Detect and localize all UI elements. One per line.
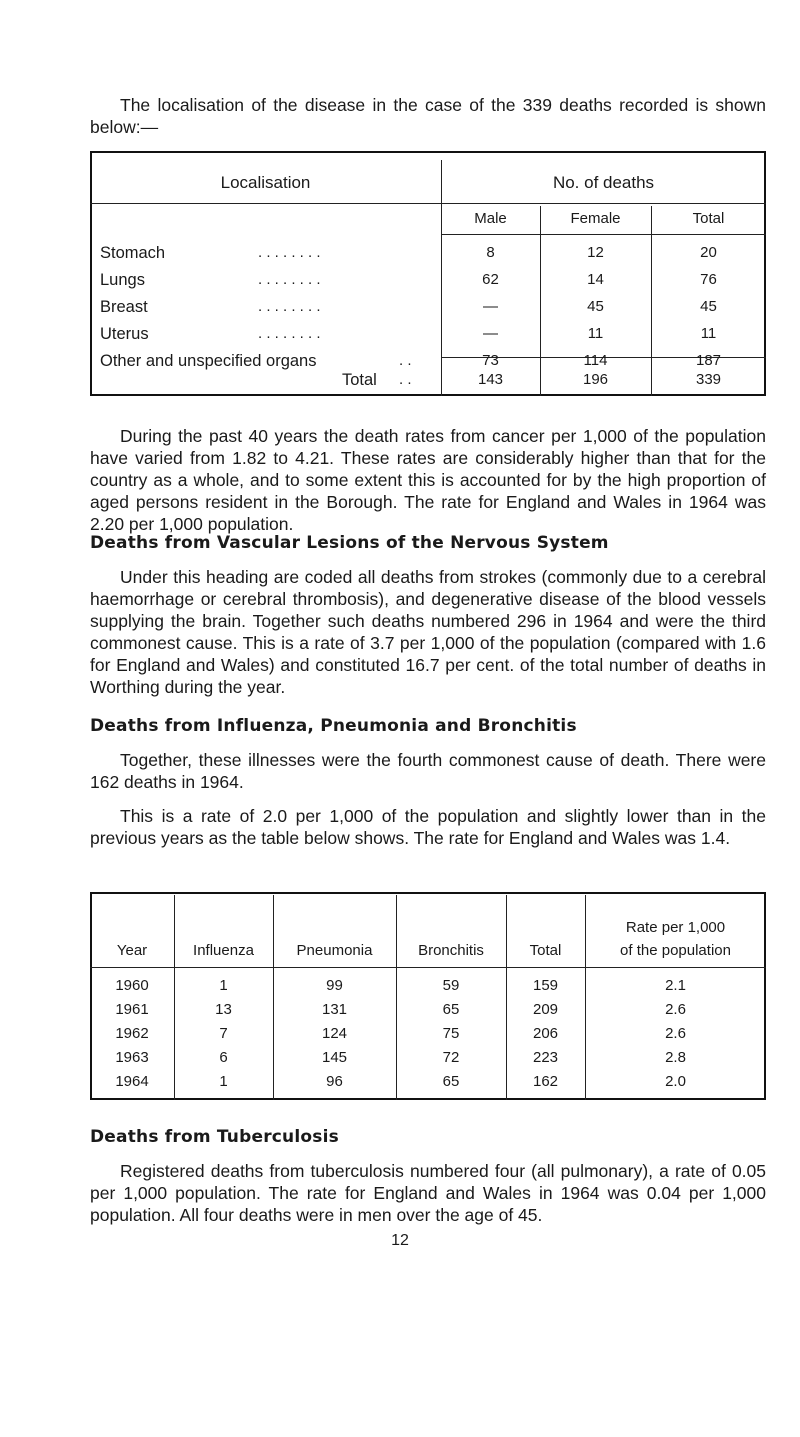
- cell-pneumonia: 124: [321, 1025, 348, 1042]
- header-total: Total: [529, 942, 562, 959]
- intro-paragraph: The localisation of the disease in the case of the 339 deaths recorded is shown below:—: [90, 95, 766, 137]
- cell-total: 223: [532, 1049, 559, 1066]
- total-label: Total: [342, 371, 377, 389]
- leader-dots: . . . . . . . .: [258, 244, 321, 261]
- row-label: Uterus: [100, 325, 149, 343]
- header-pneumonia: Pneumonia: [296, 942, 373, 959]
- cell-male: 73: [482, 352, 499, 369]
- total-total: 339: [695, 371, 722, 388]
- table1-header-rule: [90, 203, 766, 204]
- cell-year: 1961: [115, 1001, 149, 1018]
- cell-female: 114: [583, 352, 608, 369]
- cell-male: 62: [482, 271, 499, 288]
- cell-rate: 2.0: [665, 1073, 686, 1090]
- row-label: Lungs: [100, 271, 145, 289]
- tuberculosis-heading: Deaths from Tuberculosis: [90, 1127, 339, 1147]
- leader-dots: . . . . . . . .: [258, 325, 321, 342]
- cell-rate: 2.1: [665, 977, 686, 994]
- leader-dots: . .: [399, 352, 412, 369]
- cell-female: 45: [587, 298, 604, 315]
- table2-divider: [396, 895, 397, 1100]
- leader-dots: . . . . . . . .: [258, 298, 321, 315]
- cell-total: 45: [700, 298, 717, 315]
- vascular-heading: Deaths from Vascular Lesions of the Nervous System: [90, 533, 609, 553]
- cell-year: 1962: [115, 1025, 149, 1042]
- subheader-total: Total: [692, 210, 725, 227]
- cell-bronchitis: 75: [442, 1025, 460, 1042]
- cell-year: 1964: [115, 1073, 149, 1090]
- leader-dots: . . . . . . . .: [258, 271, 321, 288]
- cell-bronchitis: 59: [442, 977, 460, 994]
- cell-influenza: 13: [215, 1001, 232, 1018]
- cell-pneumonia: 145: [321, 1049, 348, 1066]
- cell-year: 1960: [115, 977, 149, 994]
- cell-pneumonia: 131: [321, 1001, 348, 1018]
- cancer-paragraph: During the past 40 years the death rates from cancer per 1,000 of the population have varied from 1.82 to 4.21. These rates are considerably higher than that for the country as a whole, and to some extent this is accounted for by the high proportion of aged persons resident in the Borough. The rate for England and Wales in 1964 was 2.20 per 1,000 population.: [90, 426, 766, 534]
- cell-bronchitis: 65: [442, 1001, 460, 1018]
- total-male: 143: [477, 371, 504, 388]
- cell-rate: 2.6: [665, 1025, 686, 1042]
- table2-divider: [506, 895, 507, 1100]
- cell-female: 11: [587, 325, 604, 342]
- header-deaths: No. of deaths: [552, 173, 655, 192]
- cell-influenza: 7: [219, 1025, 228, 1042]
- header-year: Year: [116, 942, 148, 959]
- subheader-male: Male: [474, 210, 507, 227]
- subheader-female: Female: [570, 210, 621, 227]
- influenza-paragraph-1: Together, these illnesses were the fourth commonest cause of death. There were 162 deaths in 1964.: [90, 750, 766, 792]
- influenza-paragraph-2: This is a rate of 2.0 per 1,000 of the population and slightly lower than in the previous years as the table below shows. The rate for England and Wales was 1.4.: [90, 806, 766, 848]
- table1-subheader-rule: [441, 234, 766, 235]
- cell-influenza: 6: [219, 1049, 228, 1066]
- cell-total: 11: [700, 325, 717, 342]
- cell-male: —: [483, 298, 498, 315]
- cell-rate: 2.8: [665, 1049, 686, 1066]
- header-bronchitis: Bronchitis: [418, 942, 484, 959]
- tuberculosis-paragraph: Registered deaths from tuberculosis numbered four (all pulmonary), a rate of 0.05 per 1,000 population. The rate for England and Wales in 1964 was 0.04 per 1,000 population. All four deaths were in men over the age of 45.: [90, 1161, 766, 1225]
- cell-total: 187: [695, 352, 722, 369]
- cell-total: 20: [700, 244, 717, 261]
- header-localisation: Localisation: [220, 173, 311, 192]
- cell-total: 159: [532, 977, 559, 994]
- cell-year: 1963: [115, 1049, 149, 1066]
- cell-male: 8: [486, 244, 495, 261]
- cell-influenza: 1: [219, 977, 228, 994]
- cell-total: 162: [532, 1073, 559, 1090]
- cell-pneumonia: 99: [326, 977, 343, 994]
- row-label: Stomach: [100, 244, 166, 262]
- influenza-heading: Deaths from Influenza, Pneumonia and Bronchitis: [90, 716, 577, 736]
- leader-dots: . .: [399, 371, 412, 388]
- cell-total: 206: [532, 1025, 559, 1042]
- cell-female: 14: [587, 271, 604, 288]
- cell-influenza: 1: [219, 1073, 228, 1090]
- total-female: 196: [582, 371, 609, 388]
- cell-male: —: [483, 325, 498, 342]
- row-label: Breast: [100, 298, 148, 316]
- cell-pneumonia: 96: [326, 1073, 343, 1090]
- cell-bronchitis: 65: [442, 1073, 460, 1090]
- header-rate-sub: of the population: [620, 942, 731, 959]
- page-number: 12: [391, 1232, 409, 1249]
- vascular-paragraph: Under this heading are coded all deaths from strokes (commonly due to a cerebral haemorrhage or cerebral thrombosis), and degenerative disease of the blood vessels supplying the brain. Together such deaths numbered 296 in 1964 and were the third commonest cause. This is a rate of 3.7 per 1,000 of the population (compared with 1.6 for England and Wales) and constituted 16.7 per cent. of the total number of deaths in Worthing during the year.: [90, 567, 766, 697]
- table2-header-rule: [90, 967, 766, 968]
- header-influenza: Influenza: [193, 942, 254, 959]
- table2-divider: [273, 895, 274, 1100]
- cell-total: 209: [532, 1001, 559, 1018]
- cell-bronchitis: 72: [442, 1049, 460, 1066]
- table2-divider: [174, 895, 175, 1100]
- cell-total: 76: [700, 271, 717, 288]
- cell-rate: 2.6: [665, 1001, 686, 1018]
- header-rate: Rate per 1,000: [625, 919, 726, 936]
- row-label: Other and unspecified organs: [100, 352, 317, 370]
- cell-female: 12: [587, 244, 604, 261]
